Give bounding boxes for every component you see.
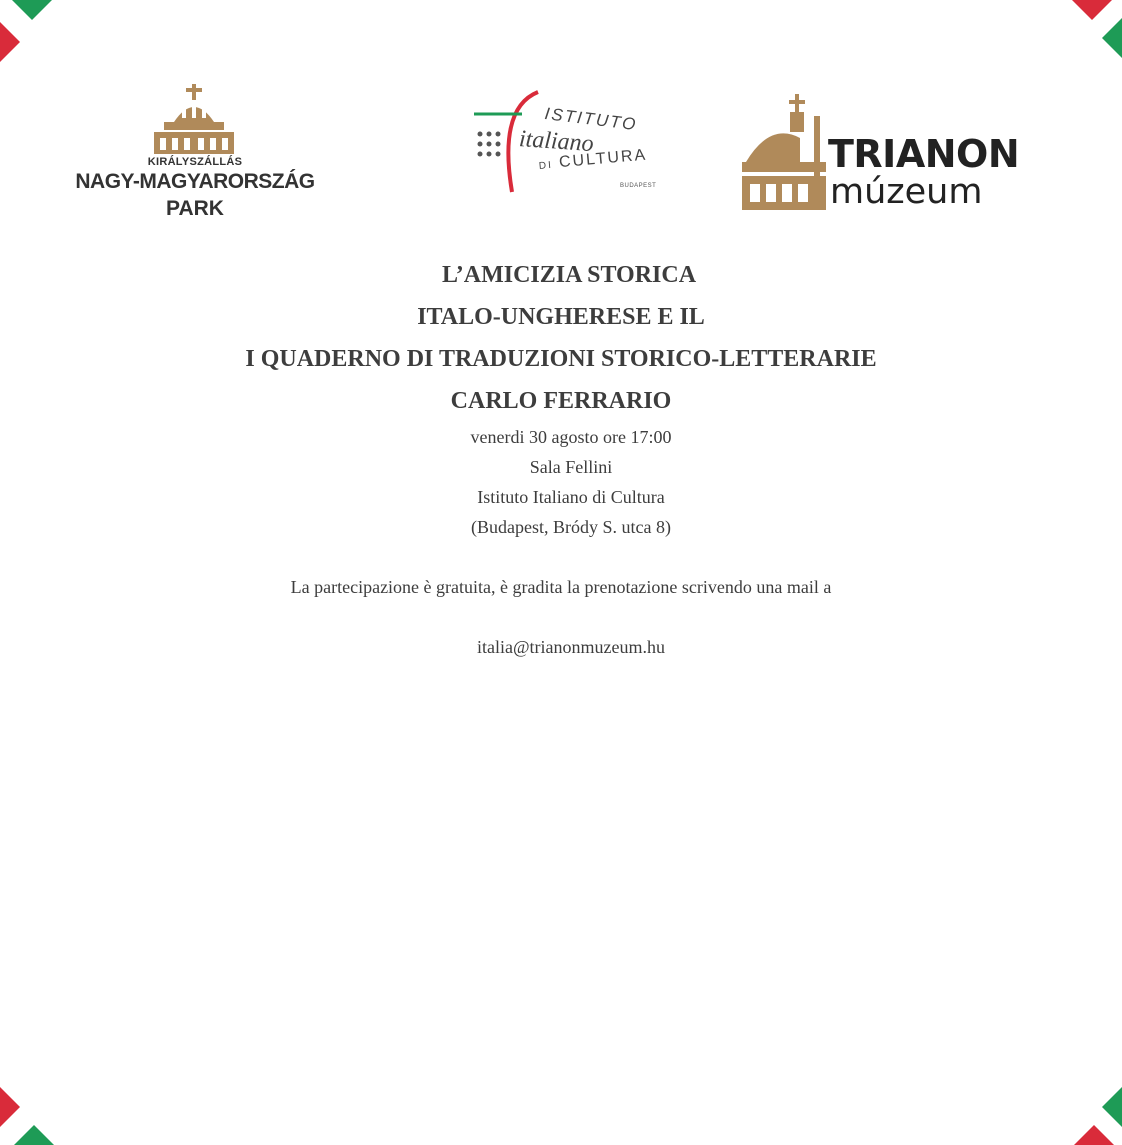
- corner-flag-bottom-left: [0, 1085, 60, 1145]
- event-address: (Budapest, Bródy S. utca 8): [471, 517, 671, 537]
- iic-logo-line2: italiano: [518, 126, 595, 158]
- event-room: Sala Fellini: [529, 457, 613, 477]
- building-icon: [740, 92, 830, 212]
- event-date: venerdi 30 agosto ore 17:00: [470, 427, 672, 447]
- spacer: [0, 602, 1122, 632]
- title-line-1: L’AMICIZIA STORICA: [441, 262, 697, 288]
- iic-logo-line4: BUDAPEST: [620, 183, 657, 189]
- contact-email[interactable]: italia@trianonmuzeum.hu: [476, 637, 666, 657]
- crown-dome-icon: [152, 84, 236, 154]
- park-logo-line1: KIRÁLYSZÁLLÁS: [147, 156, 243, 168]
- event-announcement: [0, 254, 1122, 662]
- registration-note: La partecipazione è gratuita, è gradita la prenotazione scrivendo una mail a: [290, 577, 832, 597]
- iic-logo-line1: ISTITUTO: [543, 104, 639, 135]
- title-line-3: I QUADERNO DI TRADUZIONI STORICO-LETTERARIE: [245, 346, 877, 372]
- event-venue: Istituto Italiano di Cultura: [477, 487, 665, 507]
- trianon-logo-line1: TRIANON: [828, 132, 1020, 176]
- trianon-logo: [740, 92, 1030, 217]
- park-logo: [70, 84, 320, 229]
- title-line-2: ITALO-UNGHERESE E IL: [417, 304, 705, 330]
- park-logo-line3: PARK: [166, 197, 224, 220]
- corner-flag-bottom-right: [1062, 1085, 1122, 1145]
- corner-flag-top-right: [1062, 0, 1122, 64]
- spacer: [0, 542, 1122, 572]
- title-line-4: CARLO FERRARIO: [450, 388, 672, 414]
- corner-flag-top-left: [0, 0, 60, 64]
- trianon-logo-line2: múzeum: [830, 172, 983, 212]
- park-logo-line2: NAGY-MAGYARORSZÁG: [75, 170, 315, 193]
- iic-logo-line3: DI CULTURA: [538, 146, 648, 172]
- iic-logo: [468, 88, 668, 198]
